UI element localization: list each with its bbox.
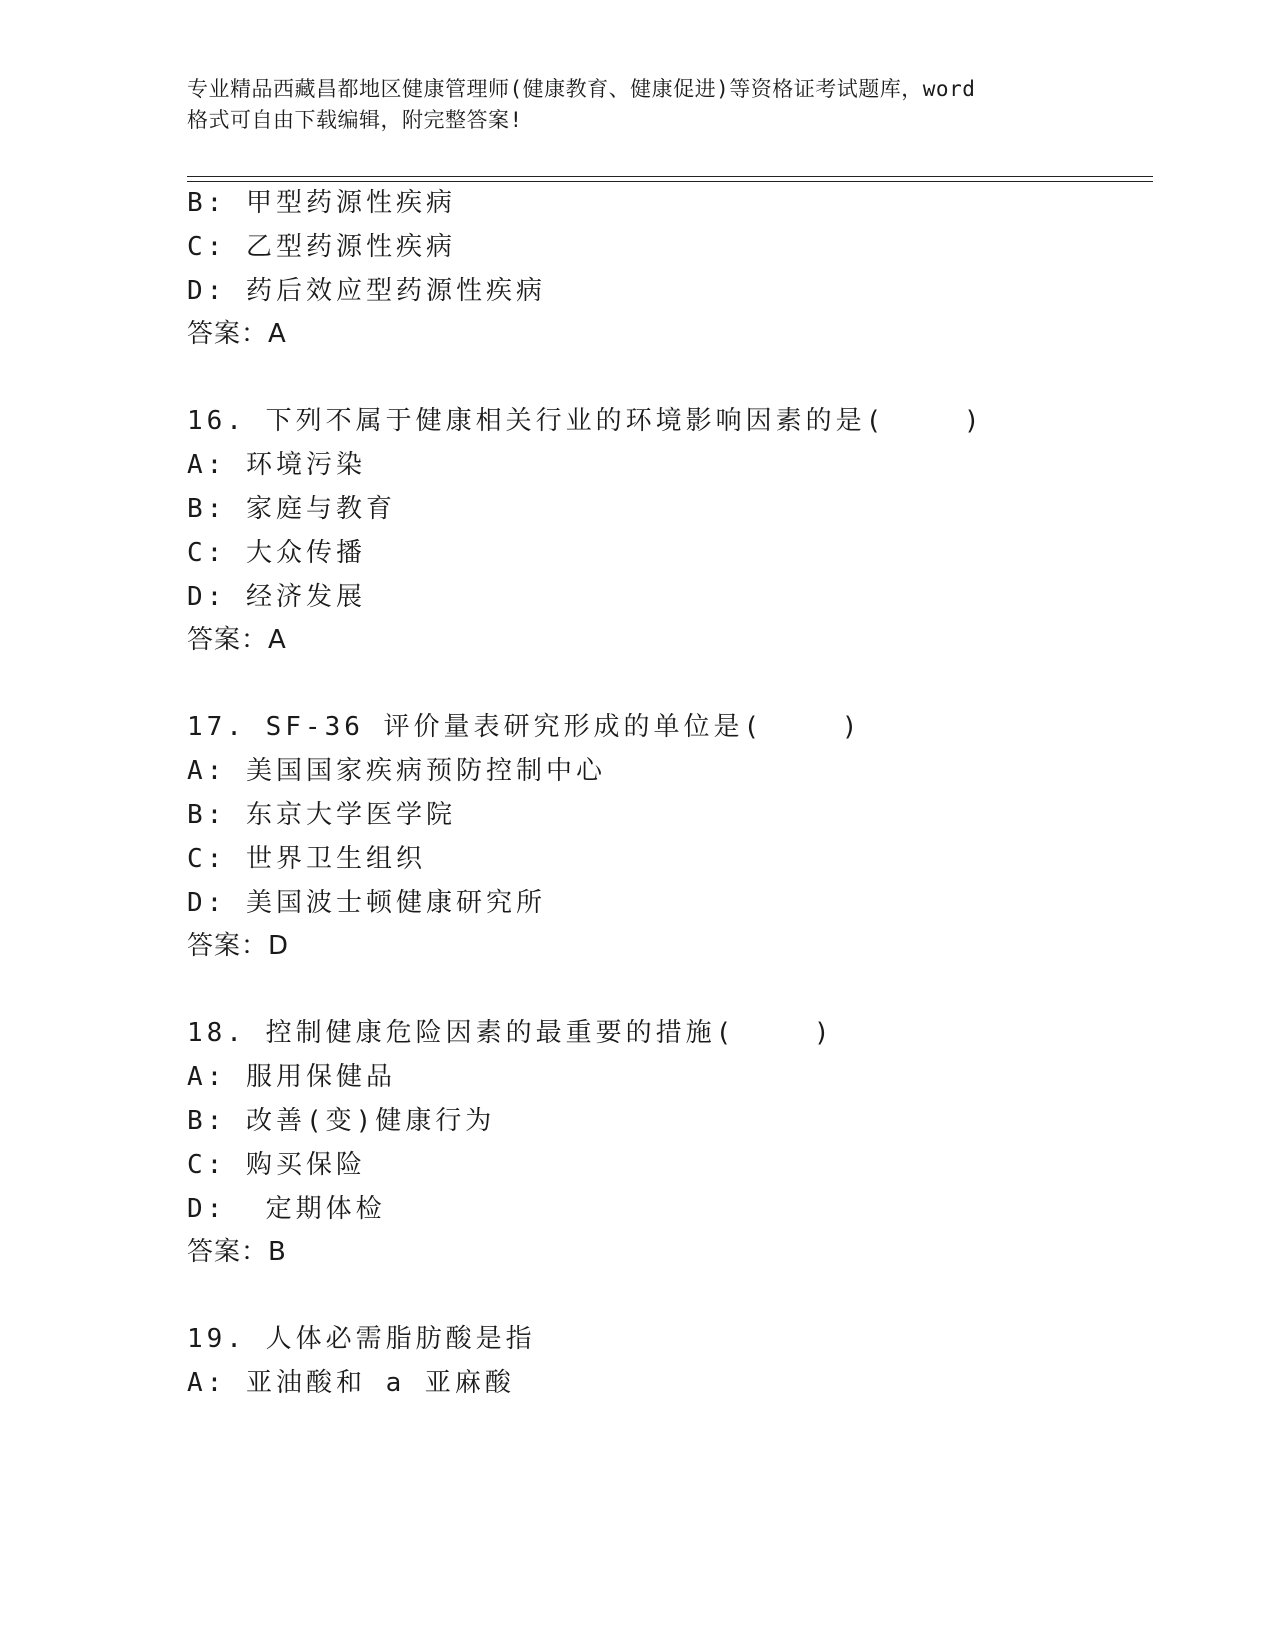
q18-option-b: B: 改善(变)健康行为 bbox=[187, 1106, 496, 1136]
q17-option-d: D: 美国波士顿健康研究所 bbox=[187, 888, 546, 918]
q17-option-c: C: 世界卫生组织 bbox=[187, 844, 426, 874]
header-divider-top bbox=[187, 176, 1153, 177]
header-divider-bottom bbox=[187, 181, 1153, 182]
q16-question: 16. 下列不属于健康相关行业的环境影响因素的是( ) bbox=[187, 406, 984, 436]
q18-question: 18. 控制健康危险因素的最重要的措施( ) bbox=[187, 1018, 834, 1048]
q16-option-d: D: 经济发展 bbox=[187, 582, 366, 612]
q17-option-b: B: 东京大学医学院 bbox=[187, 800, 456, 830]
q17-answer: 答案：D bbox=[187, 931, 290, 961]
q18-option-c: C: 购买保险 bbox=[187, 1150, 366, 1180]
q15-option-d: D: 药后效应型药源性疾病 bbox=[187, 276, 546, 306]
q17-option-a: A: 美国国家疾病预防控制中心 bbox=[187, 756, 606, 786]
q17-question: 17. SF-36 评价量表研究形成的单位是( ) bbox=[187, 712, 862, 742]
q18-answer: 答案：B bbox=[187, 1237, 287, 1267]
q15-option-b: B: 甲型药源性疾病 bbox=[187, 188, 456, 218]
q18-option-d: D: 定期体检 bbox=[187, 1194, 386, 1224]
header-line-1: 专业精品西藏昌都地区健康管理师(健康教育、健康促进)等资格证考试题库，word bbox=[187, 77, 976, 101]
document-header bbox=[187, 74, 1087, 136]
q15-answer: 答案：A bbox=[187, 319, 287, 349]
q16-option-b: B: 家庭与教育 bbox=[187, 494, 396, 524]
q15-option-c: C: 乙型药源性疾病 bbox=[187, 232, 456, 262]
q19-option-a: A: 亚油酸和 a 亚麻酸 bbox=[187, 1368, 515, 1398]
header-line-2: 格式可自由下载编辑，附完整答案! bbox=[187, 108, 523, 132]
q18-option-a: A: 服用保健品 bbox=[187, 1062, 396, 1092]
q16-option-c: C: 大众传播 bbox=[187, 538, 366, 568]
q16-option-a: A: 环境污染 bbox=[187, 450, 366, 480]
q19-question: 19. 人体必需脂肪酸是指 bbox=[187, 1324, 536, 1354]
q16-answer: 答案：A bbox=[187, 625, 287, 655]
